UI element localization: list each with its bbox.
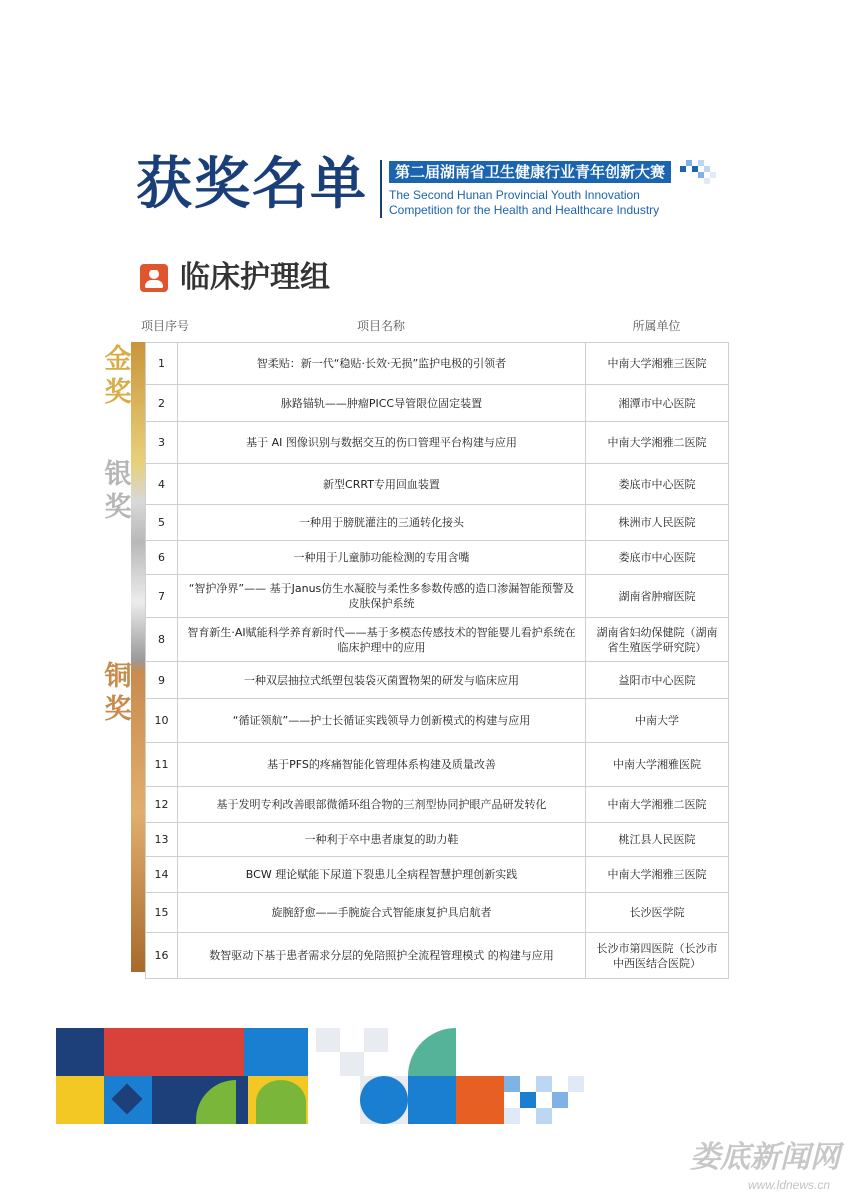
table-row: [146, 618, 729, 662]
project-name: 基于 AI 图像识别与数据交互的伤口管理平台构建与应用: [178, 422, 586, 464]
project-name: 智柔贴：新一代“稳贴·长效·无损”监护电极的引领者: [178, 343, 586, 385]
row-number: 4: [146, 464, 178, 505]
column-header-no: 项目序号: [140, 319, 189, 333]
award-level-bar: [131, 342, 145, 972]
table-row: [146, 385, 729, 422]
table-row: [146, 464, 729, 505]
table-row: [146, 743, 729, 787]
project-name: 一种利于卒中患者康复的助力鞋: [178, 823, 586, 857]
affiliation: 中南大学湘雅三医院: [586, 343, 729, 385]
pixel-decoration: [680, 160, 716, 184]
footer-geometric-graphic: [56, 1028, 586, 1124]
project-name: 一种双层抽拉式纸塑包装袋灭菌置物架的研发与临床应用: [178, 662, 586, 699]
gold-award-label: 金 奖: [104, 344, 132, 408]
row-number: 16: [146, 933, 178, 979]
row-number: 2: [146, 385, 178, 422]
table-row: [146, 857, 729, 893]
project-name: 数智驱动下基于患者需求分层的免陪照护全流程管理模式 的构建与应用: [178, 933, 586, 979]
project-name: BCW 理论赋能下尿道下裂患儿全病程智慧护理创新实践: [178, 857, 586, 893]
project-name: 基于发明专利改善眼部微循环组合物的三剂型协同护眼产品研发转化: [178, 787, 586, 823]
row-number: 10: [146, 699, 178, 743]
project-name: “智护净界”—— 基于Janus仿生水凝胶与柔性多参数传感的造口渗漏智能预警及皮肤保护系统: [178, 575, 586, 618]
row-number: 11: [146, 743, 178, 787]
table-row: [146, 787, 729, 823]
award-table: [145, 342, 729, 979]
row-number: 5: [146, 505, 178, 541]
project-name: “循证领航”——护士长循证实践领导力创新模式的构建与应用: [178, 699, 586, 743]
competition-name-cn: 第二届湖南省卫生健康行业青年创新大赛: [389, 161, 671, 183]
competition-en-line1: The Second Hunan Provincial Youth Innovation: [389, 188, 640, 202]
column-header-name: 项目名称: [356, 319, 405, 333]
table-row: [146, 575, 729, 618]
project-name: 一种用于膀胱灌注的三通转化接头: [178, 505, 586, 541]
competition-en-line2: Competition for the Health and Healthcare Industry: [389, 203, 660, 217]
affiliation: 娄底市中心医院: [586, 464, 729, 505]
row-number: 8: [146, 618, 178, 662]
column-header-unit: 所属单位: [632, 319, 681, 333]
affiliation: 湘潭市中心医院: [586, 385, 729, 422]
watermark-logo: 娄底新闻网: [690, 1140, 840, 1175]
project-name: 旋腕舒愈——手腕旋合式智能康复护具启航者: [178, 893, 586, 933]
row-number: 14: [146, 857, 178, 893]
row-number: 7: [146, 575, 178, 618]
nurse-icon: [140, 264, 168, 292]
table-row: [146, 933, 729, 979]
table-row: [146, 541, 729, 575]
affiliation: 长沙医学院: [586, 893, 729, 933]
project-name: 智育新生·AI赋能科学养育新时代——基于多模态传感技术的智能婴儿看护系统在临床护理中的应用: [178, 618, 586, 662]
table-row: [146, 823, 729, 857]
section-title: 临床护理组: [180, 260, 330, 295]
row-number: 15: [146, 893, 178, 933]
affiliation: 中南大学湘雅二医院: [586, 422, 729, 464]
affiliation: 桃江县人民医院: [586, 823, 729, 857]
affiliation: 株洲市人民医院: [586, 505, 729, 541]
bronze-award-label: 铜 奖: [104, 661, 132, 725]
project-name: 脉路锚轨——肿瘤PICC导管限位固定装置: [178, 385, 586, 422]
row-number: 9: [146, 662, 178, 699]
affiliation: 长沙市第四医院（长沙市中西医结合医院）: [586, 933, 729, 979]
table-row: [146, 505, 729, 541]
project-name: 新型CRRT专用回血装置: [178, 464, 586, 505]
project-name: 一种用于儿童肺功能检测的专用含嘴: [178, 541, 586, 575]
row-number: 13: [146, 823, 178, 857]
row-number: 6: [146, 541, 178, 575]
row-number: 3: [146, 422, 178, 464]
table-row: [146, 699, 729, 743]
watermark-url: www.ldnews.cn: [748, 1178, 831, 1192]
row-number: 12: [146, 787, 178, 823]
affiliation: 中南大学湘雅医院: [586, 743, 729, 787]
affiliation: 湖南省肿瘤医院: [586, 575, 729, 618]
table-row: [146, 893, 729, 933]
silver-award-label: 银 奖: [104, 459, 132, 523]
table-row: [146, 662, 729, 699]
title-divider: [380, 160, 382, 218]
affiliation: 娄底市中心医院: [586, 541, 729, 575]
affiliation: 中南大学湘雅三医院: [586, 857, 729, 893]
affiliation: 益阳市中心医院: [586, 662, 729, 699]
project-name: 基于PFS的疼痛智能化管理体系构建及质量改善: [178, 743, 586, 787]
affiliation: 湖南省妇幼保健院（湖南省生殖医学研究院）: [586, 618, 729, 662]
page-title: 获奖名单: [136, 152, 368, 217]
row-number: 1: [146, 343, 178, 385]
table-row: [146, 343, 729, 385]
affiliation: 中南大学: [586, 699, 729, 743]
table-row: [146, 422, 729, 464]
competition-name-en: [389, 188, 659, 218]
affiliation: 中南大学湘雅二医院: [586, 787, 729, 823]
